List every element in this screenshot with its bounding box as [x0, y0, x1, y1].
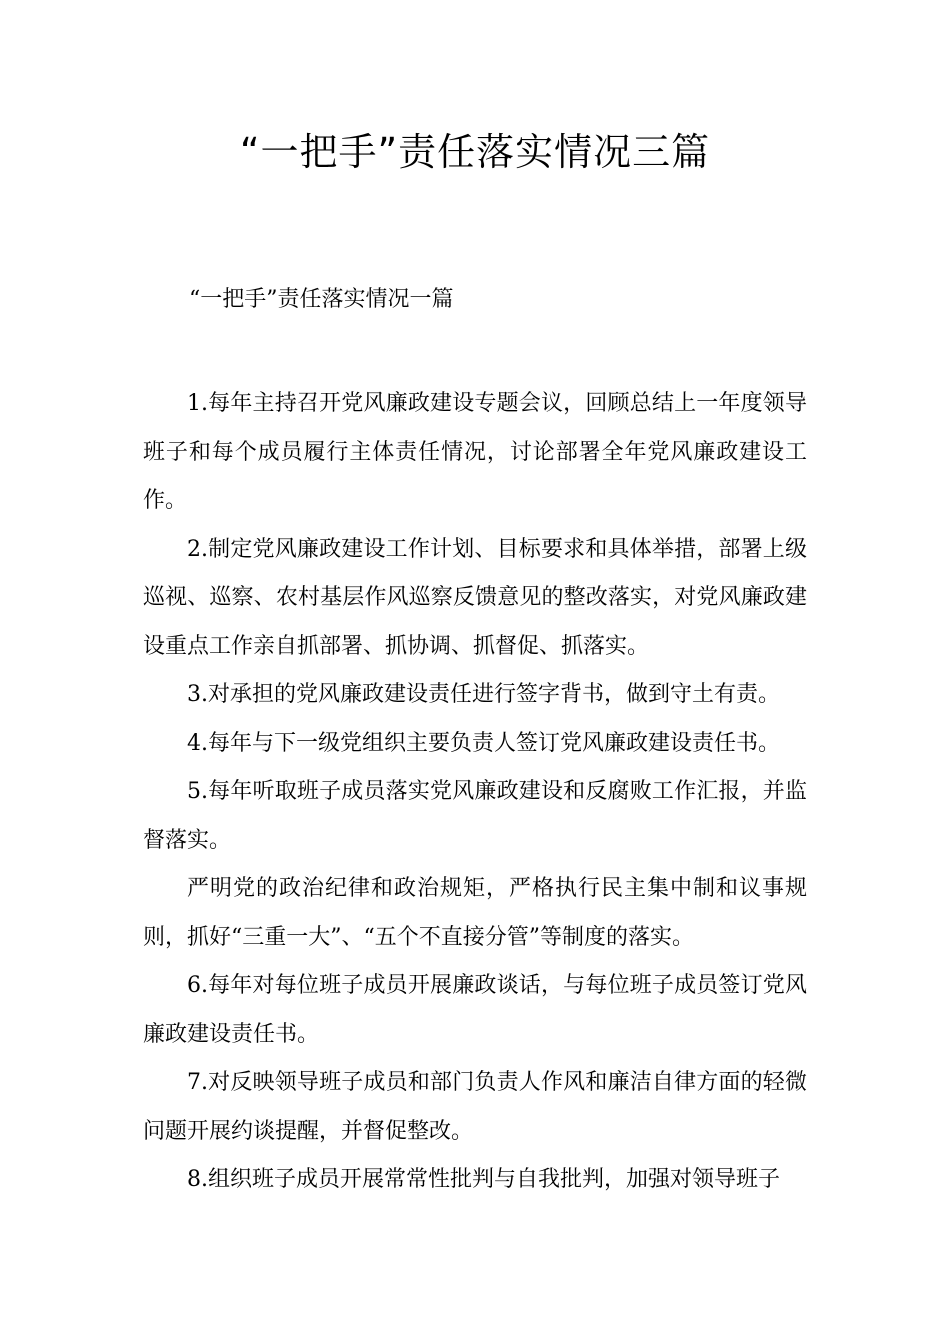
paragraph-item-2: 2.制定党风廉政建设工作计划、目标要求和具体举措，部署上级巡视、巡察、农村基层作风巡察反馈意见的整改落实，对党风廉政建设重点工作亲自抓部署、抓协调、抓督促、抓落实。 [143, 536, 807, 659]
paragraph-item-6: 6.每年对每位班子成员开展廉政谈话，与每位班子成员签订党风廉政建设责任书。 [143, 973, 807, 1047]
paragraph-discipline: 严明党的政治纪律和政治规矩，严格执行民主集中制和议事规则，抓好“三重一大”、“五个不直接分管”等制度的落实。 [143, 876, 807, 950]
paragraph-item-5: 5.每年听取班子成员落实党风廉政建设和反腐败工作汇报，并监督落实。 [143, 779, 807, 853]
paragraph-item-1: 1.每年主持召开党风廉政建设专题会议，回顾总结上一年度领导班子和每个成员履行主体责任情况，讨论部署全年党风廉政建设工作。 [143, 391, 807, 513]
section-title: “一把手”责任落实情况一篇 [189, 287, 454, 312]
paragraph-item-4: 4.每年与下一级党组织主要负责人签订党风廉政建设责任书。 [187, 730, 780, 756]
paragraph-item-8: 8.组织班子成员开展常常性批判与自我批判，加强对领导班子 [187, 1167, 780, 1192]
document-title: “一把手”责任落实情况三篇 [239, 130, 711, 174]
paragraph-item-3: 3.对承担的党风廉政建设责任进行签字背书，做到守土有责。 [187, 682, 780, 707]
document-body [143, 380, 807, 1205]
paragraph-item-7: 7.对反映领导班子成员和部门负责人作风和廉洁自律方面的轻微问题开展约谈提醒，并督促整改。 [143, 1070, 807, 1144]
